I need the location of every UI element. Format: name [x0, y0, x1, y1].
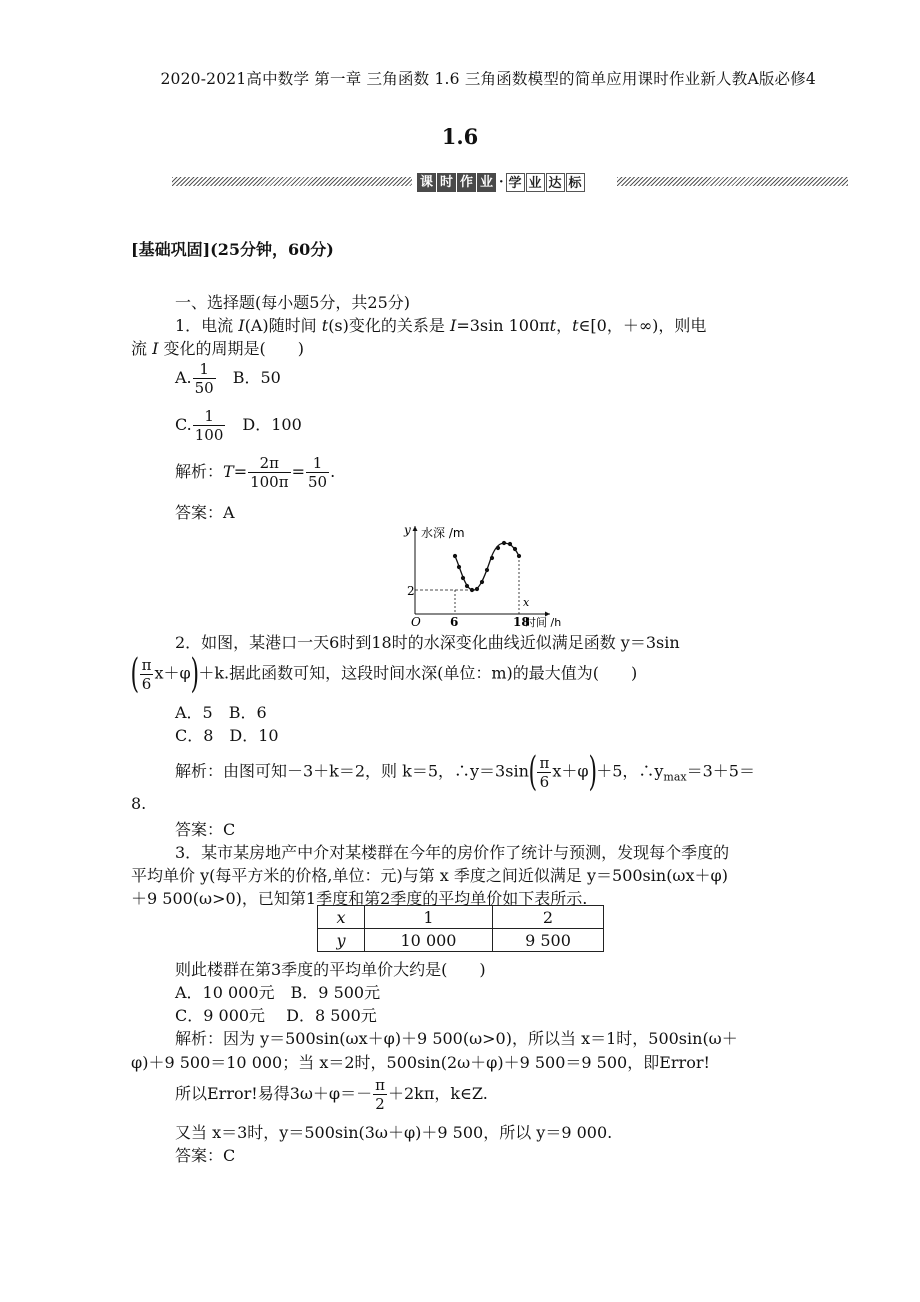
q1-options-cd: C. $\frac{1}{100}$ D．100 [175, 407, 302, 444]
y-axis-arrow [413, 526, 418, 531]
graph-title: 水深 /m [421, 526, 465, 540]
price-table [317, 905, 604, 952]
q3-line-3: ＋9 500(ω>0)，已知第1季度和第2季度的平均单价如下表所示. [131, 889, 588, 908]
banner-char: 业 [477, 173, 496, 192]
table-cell: 1 [365, 906, 493, 929]
table-row [318, 929, 604, 952]
depth-curve [455, 543, 519, 590]
x-tick-label: 18 [513, 615, 530, 629]
banner-dot: · [499, 174, 504, 190]
q3-line-2: 平均单价 y(每平方米的价格,单位：元)与第 x 季度之间近似满足 y＝500sin(ωx＋φ) [131, 866, 728, 885]
banner-char: 标 [566, 173, 585, 192]
section-number: 1.6 [441, 124, 479, 149]
section-banner [172, 172, 848, 192]
banner-char: 课 [417, 173, 436, 192]
q1-line-1: 1．电流 I(A)随时间 t(s)变化的关系是 I=3sin 100πt，t∈[0，＋∞)，则电 [175, 316, 707, 335]
banner-char: 作 [457, 173, 476, 192]
part-heading: [基础巩固](25分钟，60分) [131, 240, 334, 259]
q3-solution-2: φ)＋9 500＝10 000；当 x＝2时，500sin(2ω＋φ)＋9 500＝9 500，即Error! [131, 1053, 710, 1072]
q2-solution: 解析：由图可知－3＋k＝2，则 k＝5，∴y＝3sin( $\frac{\pi}{6}$ x＋φ)＋5，$\therefore y_{max}=3+5=$ [175, 749, 755, 795]
banner-hatch-left [172, 177, 412, 186]
x-tick-label: 6 [450, 615, 459, 629]
q3-line-1: 3．某市某房地产中介对某楼群在今年的房价作了统计与预测，发现每个季度的 [175, 843, 730, 862]
table-cell: x [318, 906, 365, 929]
q3-answer: 答案：C [175, 1146, 236, 1165]
banner-title [417, 172, 586, 192]
table-cell: 9 500 [493, 929, 604, 952]
x-axis-label: x [523, 596, 530, 609]
table-cell: 2 [493, 906, 604, 929]
q1-options-ab: A. $\frac{1}{50}$ B．50 [175, 360, 281, 397]
q3-solution-4: 又当 x＝3时，y＝500sin(3ω＋φ)＋9 500，所以 y＝9 000. [175, 1123, 613, 1142]
q1-line-2: 流 I 变化的周期是( ) [131, 339, 304, 358]
q2-answer: 答案：C [175, 820, 236, 839]
q2-options-cd: C．8 D．10 [175, 726, 279, 745]
q3-options-ab: A．10 000元 B．9 500元 [175, 983, 381, 1002]
q3-solution-3: 所以Error!易得3ω＋φ＝－ $\frac{\pi}{2}$ ＋2kπ，k∈Z. [175, 1076, 488, 1113]
banner-char: 达 [546, 173, 565, 192]
q2-solution-cont: 8. [131, 794, 147, 813]
water-depth-graph [395, 518, 562, 629]
q1-solution: 解析：T= $\frac{2\pi}{100\pi}$ = $\frac{1}{50}$ . [175, 454, 336, 491]
table-cell: y [318, 929, 365, 952]
y-axis-label: y [404, 523, 411, 537]
banner-hatch-right [617, 177, 848, 186]
banner-char: 业 [526, 173, 545, 192]
q3-question: 则此楼群在第3季度的平均单价大约是( ) [175, 960, 486, 979]
banner-char: 时 [437, 173, 456, 192]
table-row [318, 906, 604, 929]
table-cell: 10 000 [365, 929, 493, 952]
origin-label: O [411, 615, 421, 629]
banner-char: 学 [506, 173, 525, 192]
document-header: 2020-2021高中数学 第一章 三角函数 1.6 三角函数模型的简单应用课时作业新人教A版必修4 [160, 70, 816, 88]
x-unit-label: 时间 /h [525, 616, 562, 629]
q2-line-2: ( $\frac{\pi}{6}$ x＋φ)＋k.据此函数可知，这段时间水深(单位：m)的最大值为( ) [130, 651, 638, 697]
q2-line-1: 2．如图，某港口一天6时到18时的水深变化曲线近似满足函数 y＝3sin [175, 633, 680, 652]
depth-points [453, 541, 521, 592]
q3-solution-1: 解析：因为 y＝500sin(ωx＋φ)＋9 500(ω>0)，所以当 x＝1时，500sin(ω＋ [175, 1029, 738, 1048]
q3-options-cd: C．9 000元 D．8 500元 [175, 1006, 377, 1025]
q1-answer: 答案：A [175, 503, 235, 522]
part-subheading: 一、选择题(每小题5分，共25分) [175, 293, 411, 312]
q2-options-ab: A．5 B．6 [175, 703, 267, 722]
y-tick-label: 2 [407, 584, 415, 598]
